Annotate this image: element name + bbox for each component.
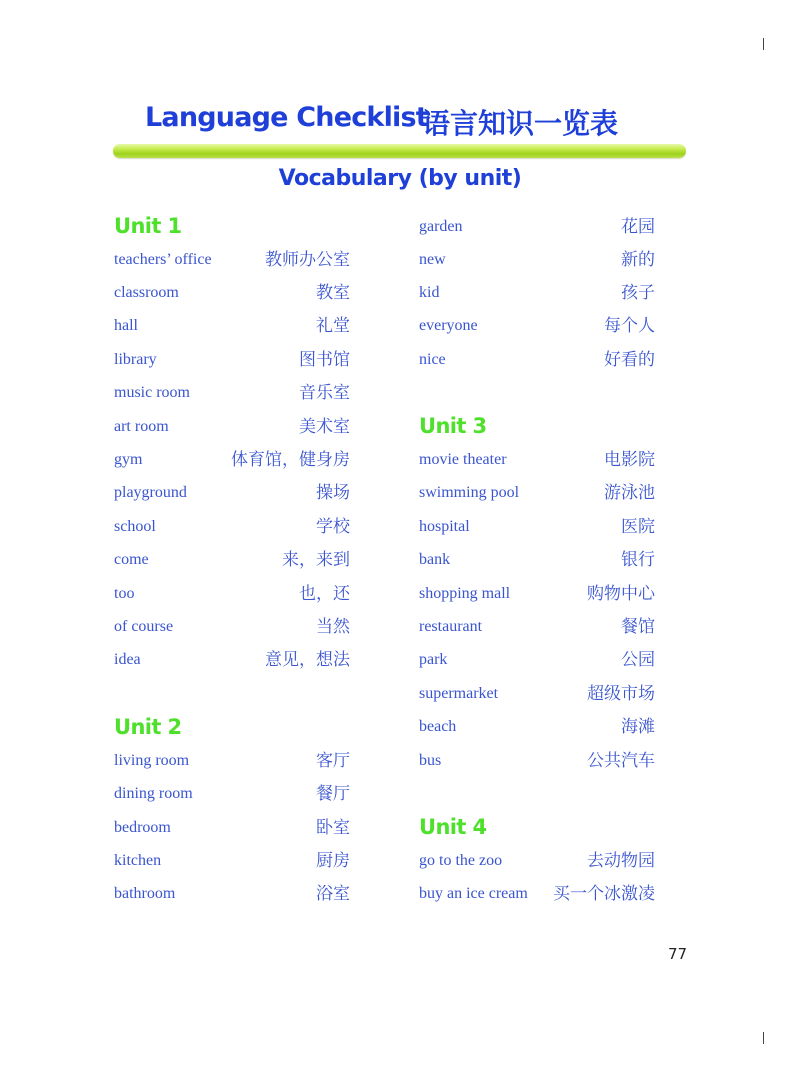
vocab-chinese: 好看的 — [604, 350, 655, 370]
vocab-row — [419, 514, 655, 540]
vocab-row — [419, 547, 655, 573]
vocab-english: of course — [114, 618, 174, 635]
vocab-chinese: 客厅 — [316, 751, 350, 771]
vocab-chinese: 当然 — [316, 617, 350, 637]
vocab-english: hall — [114, 317, 138, 334]
vocab-english: dining room — [114, 785, 193, 802]
vocab-chinese: 孩子 — [621, 283, 655, 303]
vocab-chinese: 公共汽车 — [587, 751, 655, 771]
unit-3-heading: Unit 3 — [419, 414, 487, 438]
vocab-english: movie theater — [419, 451, 507, 468]
vocab-row — [419, 313, 655, 339]
vocab-chinese: 去动物园 — [587, 851, 655, 871]
crop-mark-top — [763, 38, 764, 50]
page-subtitle: Vocabulary (by unit) — [278, 166, 522, 191]
page-number: 77 — [668, 945, 688, 963]
page-title-english: Language Checklist — [145, 102, 428, 133]
vocab-chinese: 游泳池 — [604, 483, 655, 503]
vocab-row — [419, 647, 655, 673]
vocab-english: bathroom — [114, 885, 176, 902]
vocab-english: everyone — [419, 317, 478, 334]
vocab-chinese: 买一个冰激凌 — [553, 884, 655, 904]
vocab-chinese: 花园 — [621, 217, 655, 237]
vocab-row — [419, 848, 655, 874]
vocab-english: teachers’ office — [114, 251, 212, 268]
vocab-chinese: 也，还 — [299, 584, 350, 604]
vocab-chinese: 来，来到 — [282, 550, 350, 570]
vocab-english: new — [419, 251, 446, 268]
vocab-row — [114, 414, 350, 440]
vocab-row — [114, 447, 350, 473]
vocab-chinese: 购物中心 — [587, 584, 655, 604]
vocab-row — [419, 247, 655, 273]
vocab-row — [114, 480, 350, 506]
vocab-english: supermarket — [419, 685, 499, 702]
vocab-chinese: 浴室 — [316, 884, 350, 904]
vocab-row — [419, 447, 655, 473]
vocab-chinese: 学校 — [316, 517, 350, 537]
page-title — [0, 100, 800, 144]
vocab-row — [114, 581, 350, 607]
vocab-english: kitchen — [114, 852, 162, 869]
vocab-row — [114, 347, 350, 373]
vocab-row — [419, 280, 655, 306]
vocab-row — [114, 748, 350, 774]
unit-1-heading: Unit 1 — [114, 214, 182, 238]
vocab-english: shopping mall — [419, 585, 511, 602]
vocab-row — [114, 514, 350, 540]
vocab-english: playground — [114, 484, 187, 501]
vocab-english: beach — [419, 718, 457, 735]
vocab-english: bedroom — [114, 819, 171, 836]
vocab-chinese: 电影院 — [604, 450, 655, 470]
vocab-english: bus — [419, 752, 442, 769]
crop-mark-bottom — [763, 1032, 764, 1044]
vocab-row — [114, 280, 350, 306]
vocab-chinese: 餐厅 — [316, 784, 350, 804]
vocab-english: music room — [114, 384, 190, 401]
vocab-english: buy an ice cream — [419, 885, 528, 902]
vocab-english: kid — [419, 284, 440, 301]
vocab-row — [419, 681, 655, 707]
title-underline-bar — [113, 144, 686, 158]
vocab-row — [114, 313, 350, 339]
vocab-row — [114, 380, 350, 406]
vocab-row — [114, 547, 350, 573]
vocab-row — [419, 714, 655, 740]
vocab-chinese: 新的 — [621, 250, 655, 270]
vocab-english: art room — [114, 418, 169, 435]
vocab-english: living room — [114, 752, 190, 769]
vocab-chinese: 操场 — [316, 483, 350, 503]
vocab-chinese: 每个人 — [604, 316, 655, 336]
vocab-chinese: 意见，想法 — [265, 650, 350, 670]
vocab-chinese: 公园 — [621, 650, 655, 670]
vocab-row — [419, 480, 655, 506]
vocab-english: swimming pool — [419, 484, 520, 501]
vocab-chinese: 医院 — [621, 517, 655, 537]
vocab-english: go to the zoo — [419, 852, 503, 869]
vocab-english: idea — [114, 651, 141, 668]
vocab-english: restaurant — [419, 618, 483, 635]
vocab-english: library — [114, 351, 157, 368]
vocab-english: school — [114, 518, 156, 535]
vocab-row — [419, 748, 655, 774]
vocab-chinese: 音乐室 — [299, 383, 350, 403]
vocab-chinese: 海滩 — [621, 717, 655, 737]
vocab-chinese: 厨房 — [316, 851, 350, 871]
vocab-english: park — [419, 651, 448, 668]
vocab-chinese: 教室 — [316, 283, 350, 303]
vocab-chinese: 体育馆，健身房 — [231, 450, 350, 470]
vocab-row — [114, 848, 350, 874]
vocab-chinese: 图书馆 — [299, 350, 350, 370]
vocab-row — [114, 781, 350, 807]
vocab-chinese: 礼堂 — [316, 316, 350, 336]
vocab-chinese: 美术室 — [299, 417, 350, 437]
vocab-row — [114, 815, 350, 841]
unit-4-heading: Unit 4 — [419, 815, 487, 839]
vocab-row — [419, 347, 655, 373]
vocab-english: hospital — [419, 518, 470, 535]
vocab-chinese: 超级市场 — [587, 684, 655, 704]
vocab-row — [419, 214, 655, 240]
vocab-chinese: 教师办公室 — [265, 250, 350, 270]
vocab-row — [419, 614, 655, 640]
vocab-row — [419, 881, 655, 907]
vocab-chinese: 银行 — [621, 550, 655, 570]
unit-2-heading: Unit 2 — [114, 715, 182, 739]
vocab-english: too — [114, 585, 135, 602]
vocab-row — [114, 247, 350, 273]
vocab-english: classroom — [114, 284, 179, 301]
vocab-row — [114, 881, 350, 907]
page-title-chinese: 语言知识一览表 — [422, 107, 619, 140]
vocab-english: garden — [419, 218, 463, 235]
vocab-english: gym — [114, 451, 143, 468]
vocab-row — [114, 647, 350, 673]
vocab-english: come — [114, 551, 149, 568]
vocab-row — [114, 614, 350, 640]
vocab-chinese: 餐馆 — [621, 617, 655, 637]
vocab-english: nice — [419, 351, 446, 368]
vocab-chinese: 卧室 — [316, 818, 350, 838]
vocab-row — [419, 581, 655, 607]
vocab-english: bank — [419, 551, 451, 568]
